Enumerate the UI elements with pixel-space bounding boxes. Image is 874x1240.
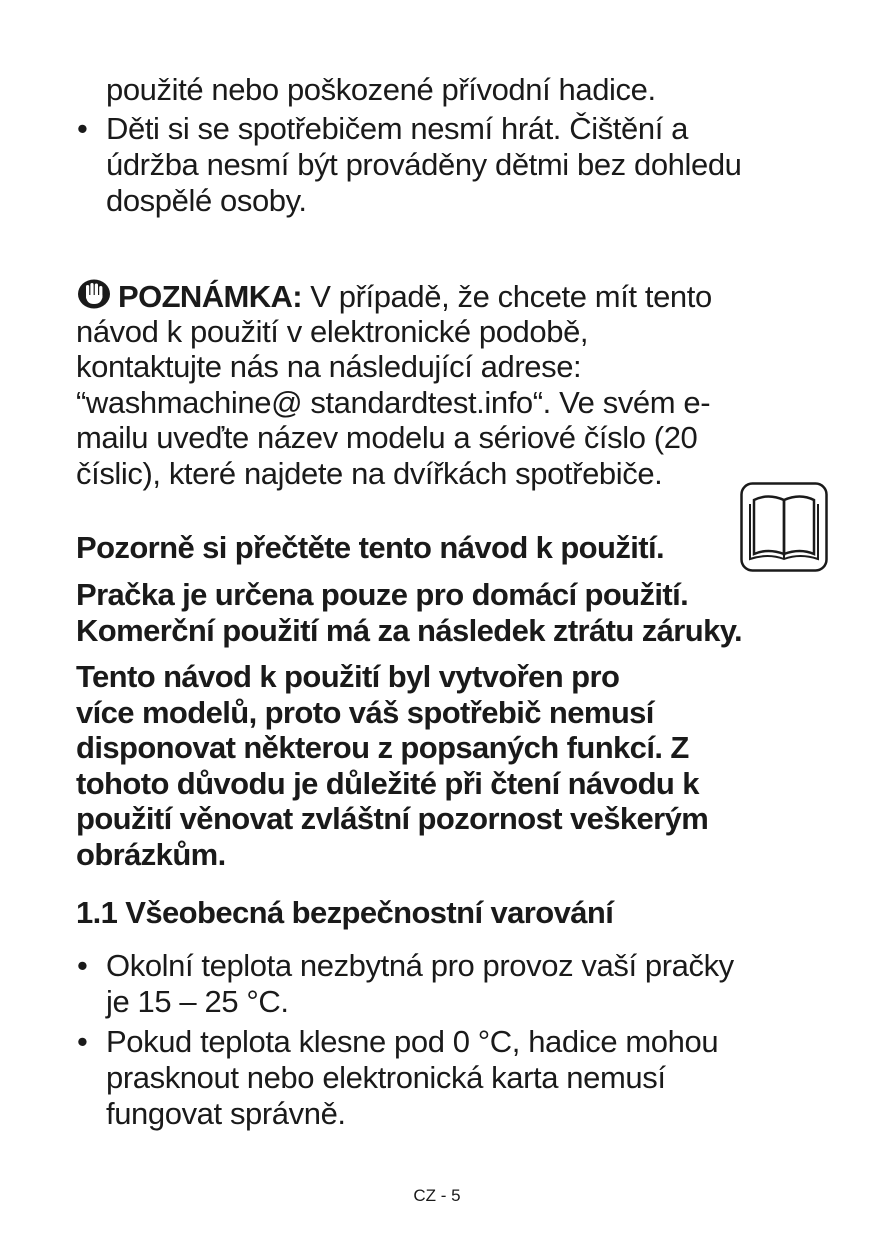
note-line-2: návod k použití v elektronické podobě, (76, 314, 589, 349)
children-bullet-line-1: Děti si se spotřebičem nesmí hrát. Čištění a (106, 111, 688, 146)
models-notice-line-3: disponovat některou z popsaných funkcí. Z (76, 730, 689, 765)
section-heading: 1.1 Všeobecná bezpečnostní varování (76, 895, 614, 930)
bullet-continuation-line: použité nebo poškozené přívodní hadice. (106, 72, 656, 107)
stop-hand-icon (76, 278, 112, 318)
bullet-marker: • (77, 948, 88, 983)
domestic-use-line-2: Komerční použití má za následek ztrátu záruky. (76, 613, 743, 648)
children-bullet-line-3: dospělé osoby. (106, 183, 307, 218)
note-first-line (76, 278, 712, 318)
read-manual-notice: Pozorně si přečtěte tento návod k použití. (76, 530, 664, 565)
temperature-bullet-line-1: Okolní teplota nezbytná pro provoz vaší pračky (106, 948, 734, 983)
frost-bullet-line-3: fungovat správně. (106, 1096, 346, 1131)
domestic-use-line-1: Pračka je určena pouze pro domácí použití. (76, 577, 689, 612)
models-notice-line-1: Tento návod k použití byl vytvořen pro (76, 659, 620, 694)
models-notice-line-4: tohoto důvodu je důležité při čtení návodu k (76, 766, 699, 801)
page-number: CZ - 5 (413, 1186, 461, 1205)
temperature-bullet-line-2: je 15 – 25 °C. (106, 984, 289, 1019)
note-line-3: kontaktujte nás na následující adrese: (76, 349, 582, 384)
note-line-4: “washmachine@ standardtest.info“. Ve svém e- (76, 385, 711, 420)
bullet-marker: • (77, 1024, 88, 1059)
note-line-5: mailu uveďte název modelu a sériové číslo (20 (76, 420, 698, 455)
frost-bullet-line-1: Pokud teplota klesne pod 0 °C, hadice mohou (106, 1024, 719, 1059)
note-line-6: číslic), které najdete na dvířkách spotřebiče. (76, 456, 663, 491)
models-notice-line-5: použití věnovat zvláštní pozornost veškerým (76, 801, 709, 836)
open-book-icon (740, 482, 828, 572)
models-notice-line-6: obrázkům. (76, 837, 226, 872)
bullet-marker: • (77, 111, 88, 146)
models-notice-line-2: více modelů, proto váš spotřebič nemusí (76, 695, 654, 730)
frost-bullet-line-2: prasknout nebo elektronická karta nemusí (106, 1060, 666, 1095)
note-first-line-text: V případě, že chcete mít tento (302, 279, 712, 314)
children-bullet-line-2: údržba nesmí být prováděny dětmi bez dohledu (106, 147, 742, 182)
note-label: POZNÁMKA: (118, 279, 303, 314)
